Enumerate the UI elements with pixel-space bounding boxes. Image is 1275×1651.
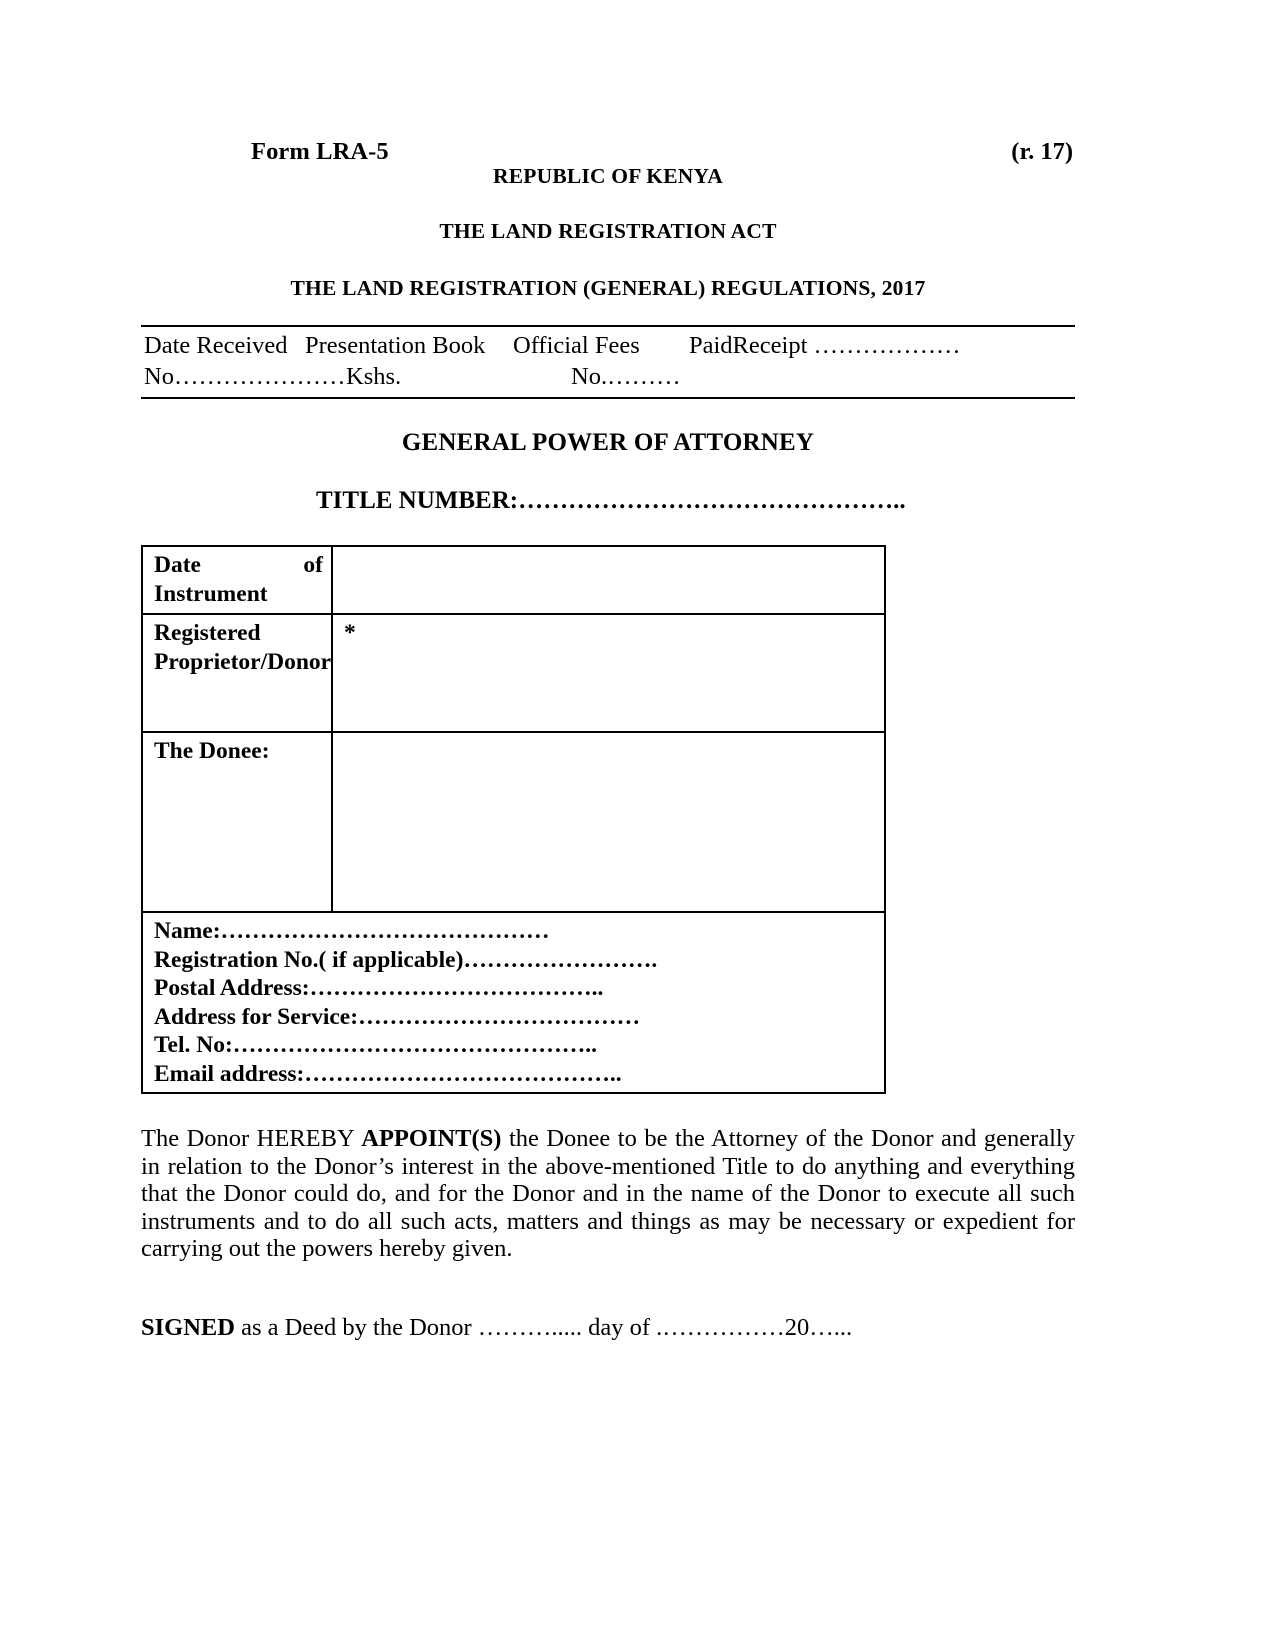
detail-field-address-for-service[interactable]: Address for Service:……………………………… — [154, 1003, 641, 1030]
signed-line — [141, 1314, 1075, 1342]
registered-proprietor-value[interactable]: * — [332, 614, 885, 732]
detail-field-email-address[interactable]: Email address:………………………………….. — [154, 1060, 622, 1087]
official-fees-label: Official Fees — [513, 332, 640, 359]
document-content — [141, 0, 1075, 1342]
date-received-number-field: No………………… — [144, 363, 346, 390]
signed-rest[interactable]: as a Deed by the Donor ………..... day of .……………20…... — [234, 1313, 853, 1341]
page-title: GENERAL POWER OF ATTORNEY — [401, 429, 815, 456]
table-row-registered-proprietor — [142, 614, 885, 732]
paid-receipt-field: PaidReceipt ……………… — [689, 332, 961, 359]
signed-label: SIGNED — [141, 1313, 235, 1341]
appointment-paragraph — [141, 1125, 1075, 1263]
particulars-table — [141, 545, 886, 1094]
detail-field-tel-no[interactable]: Tel. No:……………………………………….. — [154, 1032, 598, 1058]
date-of-instrument-value[interactable] — [332, 546, 885, 614]
act-heading: THE LAND REGISTRATION ACT — [439, 219, 777, 243]
appoints-emphasis: APPOINT(S) — [361, 1125, 502, 1152]
appointment-text-part2: the Donee to be the Attorney of the Donor and generally in relation to the Donor’s interest in the above-mentioned Title to do anything and everything that the Donor could do, and for the Donor and in the name of the Donor to execute all such instruments and to do all such acts, matters and things as may be necessary or expedient for carrying out the powers hereby given. — [141, 1125, 1075, 1262]
date-of-instrument-label: Date of Instrument — [142, 546, 332, 614]
receipt-row-values — [141, 361, 1075, 392]
detail-field-name[interactable]: Name:…………………………………… — [154, 918, 550, 944]
title-number-field: TITLE NUMBER:……………………………………….. — [316, 487, 906, 514]
table-row-donee-details — [142, 912, 885, 1093]
registered-proprietor-label: Registered Proprietor/Donor — [142, 614, 332, 732]
fees-number-field: No.……… — [571, 363, 681, 390]
country-heading: REPUBLIC OF KENYA — [493, 164, 723, 188]
donee-details-cell — [142, 912, 885, 1093]
donee-value[interactable] — [332, 732, 885, 912]
table-row-date-of-instrument — [142, 546, 885, 614]
donee-label: The Donee: — [142, 732, 332, 912]
receipt-row-labels — [141, 330, 1075, 361]
appointment-text-part1: The Donor HEREBY — [141, 1125, 362, 1152]
rule-reference: (r. 17) — [1011, 138, 1073, 165]
detail-field-postal-address[interactable]: Postal Address:……………………………….. — [154, 975, 604, 1001]
table-row-donee — [142, 732, 885, 912]
presentation-book-label: Presentation Book — [305, 332, 486, 359]
form-header — [141, 138, 1075, 178]
form-code: Form LRA-5 — [251, 138, 389, 165]
receipt-bar — [141, 325, 1075, 399]
regulations-heading: THE LAND REGISTRATION (GENERAL) REGULATIONS, 2017 — [290, 276, 926, 300]
date-received-label: Date Received — [144, 332, 288, 359]
detail-field-registration-no[interactable]: Registration No.( if applicable)……………………. — [154, 946, 658, 973]
kshs-label: Kshs. — [346, 363, 402, 390]
